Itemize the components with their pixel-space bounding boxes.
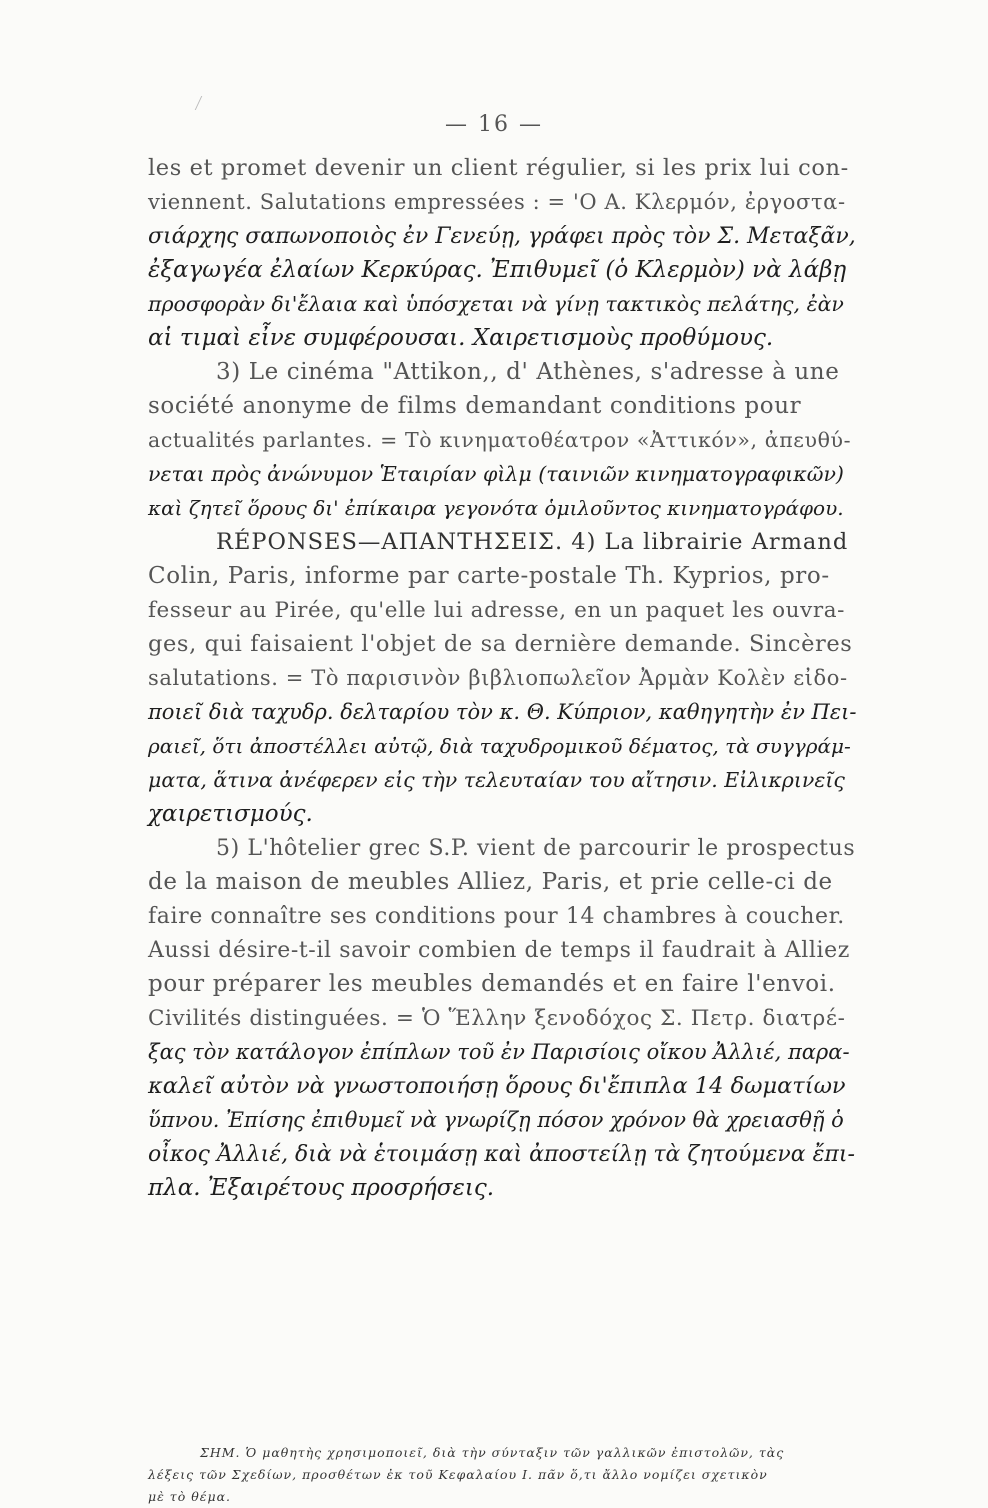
text-line: de la maison de meubles Alliez, Paris, et prie celle-ci de (148, 869, 833, 895)
text-line: προσφορὰν δι'ἔλαια καὶ ὑπόσχεται νὰ γίνῃ τακτικὸς πελάτης, ἐὰν (148, 292, 844, 316)
text-line: νεται πρὸς ἀνώνυμον Ἑταιρίαν φὶλμ (ταινιῶν κινηματογραφικῶν) (148, 462, 844, 486)
text-line: 5) L'hôtelier grec S.P. vient de parcourir le prospectus (216, 836, 856, 861)
text-line: καλεῖ αὐτὸν νὰ γνωστοποιήσῃ ὅρους δι'ἔπιπλα 14 δωματίων (148, 1073, 846, 1099)
text-line: ὕπνου. Ἐπίσης ἐπιθυμεῖ νὰ γνωρίζῃ πόσον χρόνον θὰ χρειασθῇ ὁ (148, 1108, 844, 1132)
text-line: faire connaître ses conditions pour 14 chambres à coucher. (148, 904, 845, 929)
text-line: οἶκος Ἀλλιέ, διὰ νὰ ἑτοιμάσῃ καὶ ἀποστείλῃ τὰ ζητούμενα ἔπι- (148, 1142, 855, 1167)
text-line: χαιρετισμούς. (148, 801, 313, 827)
text-line: πλα. Ἐξαιρέτους προσρήσεις. (148, 1175, 495, 1201)
footnote (148, 1442, 858, 1508)
text-line: Colin, Paris, informe par carte-postale Th. Kyprios, pro- (148, 563, 830, 589)
text-line: les et promet devenir un client régulier, si les prix lui con- (148, 155, 849, 181)
text-line: σιάρχης σαπωνοποιὸς ἐν Γενεύῃ, γράφει πρὸς τὸν Σ. Μεταξᾶν, (148, 224, 856, 249)
text-line: viennent. Salutations empressées : = 'Ο Α. Κλερμόν, ἐργοστα- (148, 190, 846, 214)
text-line: ματα, ἅτινα ἀνέφερεν εἰς τὴν τελευταίαν του αἴτησιν. Εἰλικρινεῖς (148, 768, 845, 792)
text-line: Civilités distinguées. = Ὁ Ἕλλην ξενοδόχος Σ. Πετρ. διατρέ- (148, 1006, 846, 1031)
footnote-line: λέξεις τῶν Σχεδίων, προσθέτων ἐκ τοῦ Κεφαλαίου I. πᾶν ὅ,τι ἄλλο νομίζει σχετικὸν (148, 1467, 768, 1482)
page-number: — 16 — (445, 112, 543, 137)
ink-mark (195, 96, 213, 110)
text-line: fesseur au Pirée, qu'elle lui adresse, en un paquet les ouvra- (148, 598, 845, 623)
text-line: RÉPONSES—ΑΠΑΝΤΗΣΕΙΣ. 4) La librairie Armand (216, 529, 849, 555)
text-line: actualités parlantes. = Τὸ κινηματοθέατρον «Ἀττικόν», ἀπευθύ- (148, 428, 852, 452)
text-line: pour préparer les meubles demandés et en faire l'envoi. (148, 971, 836, 997)
text-line: Aussi désire-t-il savoir combien de temps il faudrait à Alliez (148, 938, 850, 963)
text-line: société anonyme de films demandant conditions pour (148, 393, 802, 419)
text-line: ποιεῖ διὰ ταχυδρ. δελταρίου τὸν κ. Θ. Κύπριον, καθηγητὴν ἐν Πει- (148, 700, 857, 724)
footnote-line: ΣΗΜ. Ὁ μαθητὴς χρησιμοποιεῖ, διὰ τὴν σύνταξιν τῶν γαλλικῶν ἐπιστολῶν, τὰς (200, 1445, 785, 1460)
text-line: αἱ τιμαὶ εἶνε συμφέρουσαι. Χαιρετισμοὺς προθύμους. (148, 325, 774, 351)
text-line: ραιεῖ, ὅτι ἀποστέλλει αὐτῷ, διὰ ταχυδρομικοῦ δέματος, τὰ συγγράμ- (148, 734, 851, 758)
text-line: ges, qui faisaient l'objet de sa dernière demande. Sincères (148, 631, 853, 657)
text-line: ἐξαγωγέα ἐλαίων Κερκύρας. Ἐπιθυμεῖ (ὁ Κλερμὸν) νὰ λάβῃ (148, 257, 847, 283)
text-line: salutations. = Τὸ παρισινὸν βιβλιοπωλεῖον Ἀρμὰν Κολὲν εἰδο- (148, 666, 848, 690)
footnote-line: μὲ τὸ θέμα. (148, 1489, 231, 1504)
text-line: ξας τὸν κατάλογον ἐπίπλων τοῦ ἐν Παρισίοις οἴκου Ἀλλιέ, παρα- (148, 1040, 850, 1064)
body-text (148, 152, 858, 1206)
text-line: καὶ ζητεῖ ὅρους δι' ἐπίκαιρα γεγονότα ὁμιλοῦντος κινηματογράφου. (148, 496, 844, 520)
text-line: 3) Le cinéma "Attikon,, d' Athènes, s'adresse à une (216, 359, 840, 385)
